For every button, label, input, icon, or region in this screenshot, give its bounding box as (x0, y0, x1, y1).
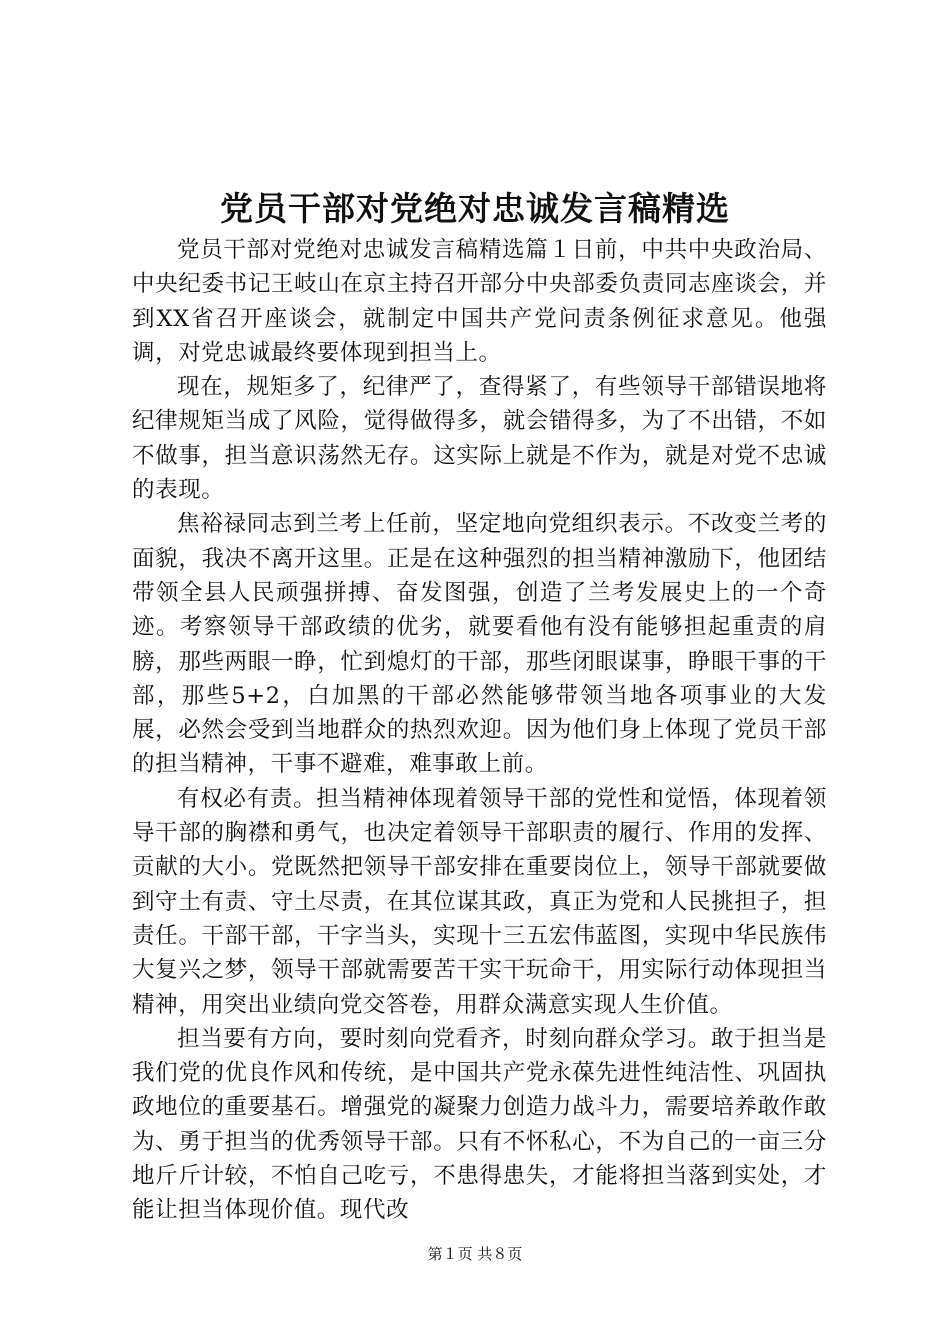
page-number-footer: 第１页 共８页 (427, 1245, 523, 1263)
paragraph-3: 焦裕禄同志到兰考上任前，坚定地向党组织表示。不改变兰考的面貌，我决不离开这里。正是在这种强烈的担当精神激励下，他团结带领全县人民顽强拼搏、奋发图强，创造了兰考发展史上的一个奇迹。考察领导干部政绩的优劣，就要看他有没有能够担起重责的肩膀，那些两眼一睁，忙到熄灯的干部，那些闭眼谋事，睁眼干事的干部，那些5+2，白加黑的干部必然能够带领当地各项事业的大发展，必然会受到当地群众的热烈欢迎。因为他们身上体现了党员干部的担当精神，干事不避难，难事敢上前。 (132, 511, 827, 778)
paragraph-5: 担当要有方向，要时刻向党看齐，时刻向群众学习。敢于担当是我们党的优良作风和传统，是中国共产党永葆先进性纯洁性、巩固执政地位的重要基石。增强党的凝聚力创造力战斗力，需要培养敢作敢为、勇于担当的优秀领导干部。只有不怀私心，不为自己的一亩三分地斤斤计较，不怕自己吃亏，不患得患失，才能将担当落到实处，才能让担当体现价值。现代改 (132, 1025, 827, 1224)
paragraph-4: 有权必有责。担当精神体现着领导干部的党性和觉悟，体现着领导干部的胸襟和勇气，也决定着领导干部职责的履行、作用的发挥、贡献的大小。党既然把领导干部安排在重要岗位上，领导干部就要做到守土有责、守土尽责，在其位谋其政，真正为党和人民挑担子，担责任。干部干部，干字当头，实现十三五宏伟蓝图，实现中华民族伟大复兴之梦，领导干部就需要苦干实干玩命干，用实际行动体现担当精神，用突出业绩向党交答卷，用群众满意实现人生价值。 (132, 785, 827, 1018)
document-body (132, 233, 827, 1228)
paragraph-2: 现在，规矩多了，纪律严了，查得紧了，有些领导干部错误地将纪律规矩当成了风险，觉得做得多，就会错得多，为了不出错，不如不做事，担当意识荡然无存。这实际上就是不作为，就是对党不忠诚的表现。 (132, 374, 827, 504)
paragraph-1: 党员干部对党绝对忠诚发言稿精选篇１日前，中共中央政治局、中央纪委书记王岐山在京主持召开部分中央部委负责同志座谈会，并到XX省召开座谈会，就制定中国共产党问责条例征求意见。他强调，对党忠诚最终要体现到担当上。 (132, 237, 827, 366)
document-title: 党员干部对党绝对忠诚发言稿精选 (220, 189, 730, 228)
